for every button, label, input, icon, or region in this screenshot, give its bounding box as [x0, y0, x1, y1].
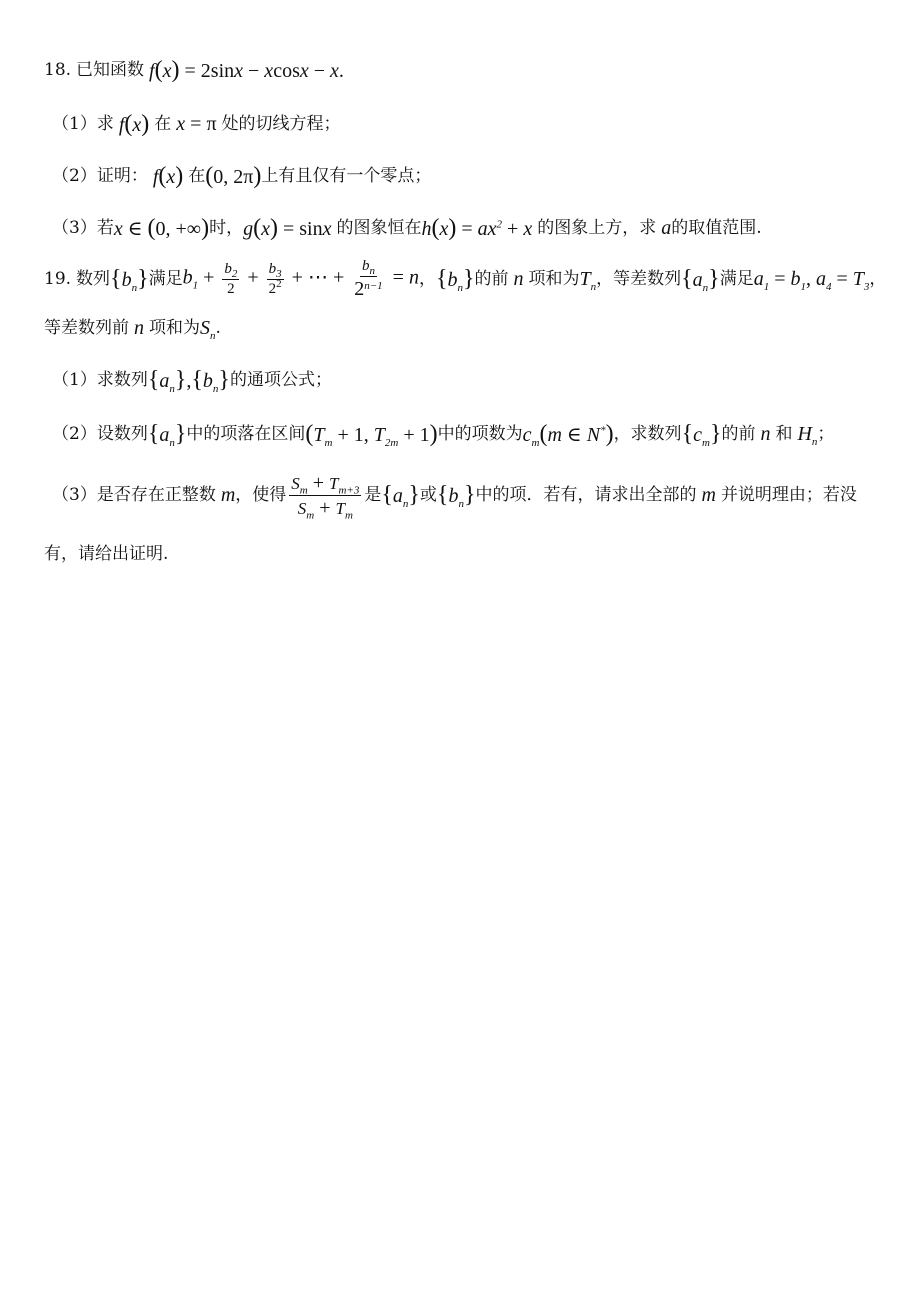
q18-intro-text: 已知函数	[76, 59, 145, 80]
q19-part2-text: 设数列	[96, 423, 148, 444]
q19-part2-number: （2）	[52, 423, 97, 444]
q19-var-m: m	[220, 484, 236, 506]
q18-part1-text: 处的切线方程；	[221, 113, 341, 134]
q18-part2-text: 证明：	[96, 165, 148, 186]
q19-condition: $a_1 = b_1$, $a_4 = T_3$	[753, 268, 870, 293]
q19-part3-text: 有，请给出证明.	[44, 544, 169, 564]
q19-part2-interval: ($T_m + 1$, $T_{2m} + 1$)	[305, 421, 438, 449]
q18-part1-text: 在	[154, 113, 172, 134]
q18-part3-text: 若	[96, 217, 114, 238]
q19-seq-b: $\{b_n\}$	[435, 266, 475, 294]
q18-part3-text: 的图象上方，求	[537, 217, 657, 238]
q18-intro	[44, 58, 344, 82]
q19-recurrence: $b_1$ + $\frac{b_2}{2}$ + $\frac{b_3}{2^2}$ + ⋯ + $\frac{b_n}{2^{n-1}}$ = n	[182, 258, 419, 300]
q19-intro-text: 满足	[148, 268, 183, 289]
q19-var-tn: $T_n$	[579, 268, 597, 293]
q19-part2-cm: $c_m(m$ ∈ N*)	[522, 421, 614, 449]
q18-part3-hx: $h(x) = ax^2 + x$	[421, 215, 533, 241]
q19-part2-text: ；	[817, 423, 835, 444]
q18-part2	[52, 164, 431, 188]
q19-part2	[52, 421, 835, 449]
q18-part3-gx: g(x) = sinx	[243, 215, 332, 241]
q19-seq-c: $\{c_m\}$	[681, 421, 722, 449]
q19-part2-text: ，求数列	[613, 423, 682, 444]
q19-intro-text: ，	[869, 268, 887, 289]
q18-part2-number: （2）	[52, 165, 97, 186]
fraction: $\frac{b_n}{2^{n-1}}$	[354, 258, 383, 300]
q18-part3-number: （3）	[52, 217, 97, 238]
q19-intro-text: 满足	[719, 268, 754, 289]
q19-intro-text: 等差数列前	[44, 317, 129, 338]
q18-part2-interval: (0, 2π)	[205, 163, 262, 189]
q19-part3-text: 并说明理由；若没	[720, 484, 857, 505]
q18-part2-fx: f(x)	[152, 163, 184, 189]
fraction: $\frac{b_3}{2^2}$	[268, 261, 282, 297]
q19-part2-text: 和	[775, 423, 793, 444]
q19-part3-text: ，使得	[235, 484, 287, 505]
q19-intro-line2	[44, 317, 221, 342]
q19-part3-text: 或	[419, 484, 437, 505]
q19-part1-seqs: $\{a_n\},\{b_n\}$	[147, 367, 230, 395]
q19-part3	[52, 470, 857, 520]
q19-part1-text: 的通项公式；	[229, 369, 332, 390]
q18-part1-number: （1）	[52, 113, 97, 134]
q18-part1-point: x = π	[176, 113, 217, 135]
q19-var-hn: $H_n$	[797, 423, 818, 448]
q19-part2-text: 中的项落在区间	[186, 423, 306, 444]
q19-part1-number: （1）	[52, 369, 97, 390]
q19-part3-number: （3）	[52, 484, 97, 505]
q19-seq-a: $\{a_n\}$	[381, 482, 420, 510]
q19-var-sn: $S_n$	[200, 317, 216, 342]
q19-part3-text: 是否存在正整数	[96, 484, 216, 505]
q19-intro-text: 项和为	[528, 268, 580, 289]
q19-part3-text: 中的项．若有，请求出全部的	[475, 484, 697, 505]
q18-part3-domain: x ∈ (0, +∞)	[113, 215, 210, 241]
q19-part1-text: 求数列	[96, 369, 148, 390]
q19-part3-text: 是	[364, 484, 382, 505]
q19-seq-a: $\{a_n\}$	[147, 421, 187, 449]
q19-seq-a: $\{a_n\}$	[681, 266, 720, 294]
q18-part3-text: 的取值范围.	[671, 217, 762, 238]
q19-part1	[52, 367, 332, 395]
q19-intro-text: .	[215, 317, 221, 338]
q19-var-n: n	[513, 268, 524, 290]
q19-var-n: n	[760, 423, 771, 445]
q19-intro-text: 项和为	[149, 317, 200, 338]
q19-part2-text: 的前	[721, 423, 756, 444]
q19-seq-b: $\{b_n\}$	[436, 482, 476, 510]
q18-part3-text: 时，	[209, 217, 244, 238]
q19-seq-b: $\{b_n\}$	[110, 266, 149, 294]
q19-var-n: n	[134, 317, 144, 339]
q18-part1	[52, 112, 341, 136]
q19-part2-text: 中的项数为	[437, 423, 523, 444]
q19-var-m: m	[701, 484, 716, 506]
q18-part3-a: a	[661, 217, 672, 239]
q18-part1-fx: f(x)	[118, 111, 150, 137]
q19-part3-line2	[44, 546, 168, 563]
q19-intro-text: 的前	[474, 268, 509, 289]
q18-function-formula: f(x) = 2sinx − xcosx − x.	[149, 57, 344, 83]
q18-part1-text: 求	[96, 113, 114, 134]
q19-intro-text: ，	[418, 268, 436, 289]
fraction: $\frac{b_2}{2}$	[224, 261, 238, 297]
q19-part3-fraction: $\frac{S_m + T_{m+3}}{S_m + T_m}$	[291, 471, 360, 521]
q19-intro-text: ，等差数列	[596, 268, 682, 289]
q18-part3-text: 的图象恒在	[336, 217, 422, 238]
q18-part2-text: 上有且仅有一个零点；	[261, 165, 432, 186]
q18-part3	[52, 216, 762, 240]
q18-number: 18.	[44, 59, 72, 80]
q19-number: 19.	[44, 268, 72, 289]
q18-part2-text: 在	[188, 165, 206, 186]
q19-intro	[44, 256, 886, 302]
q19-intro-text: 数列	[76, 268, 111, 289]
